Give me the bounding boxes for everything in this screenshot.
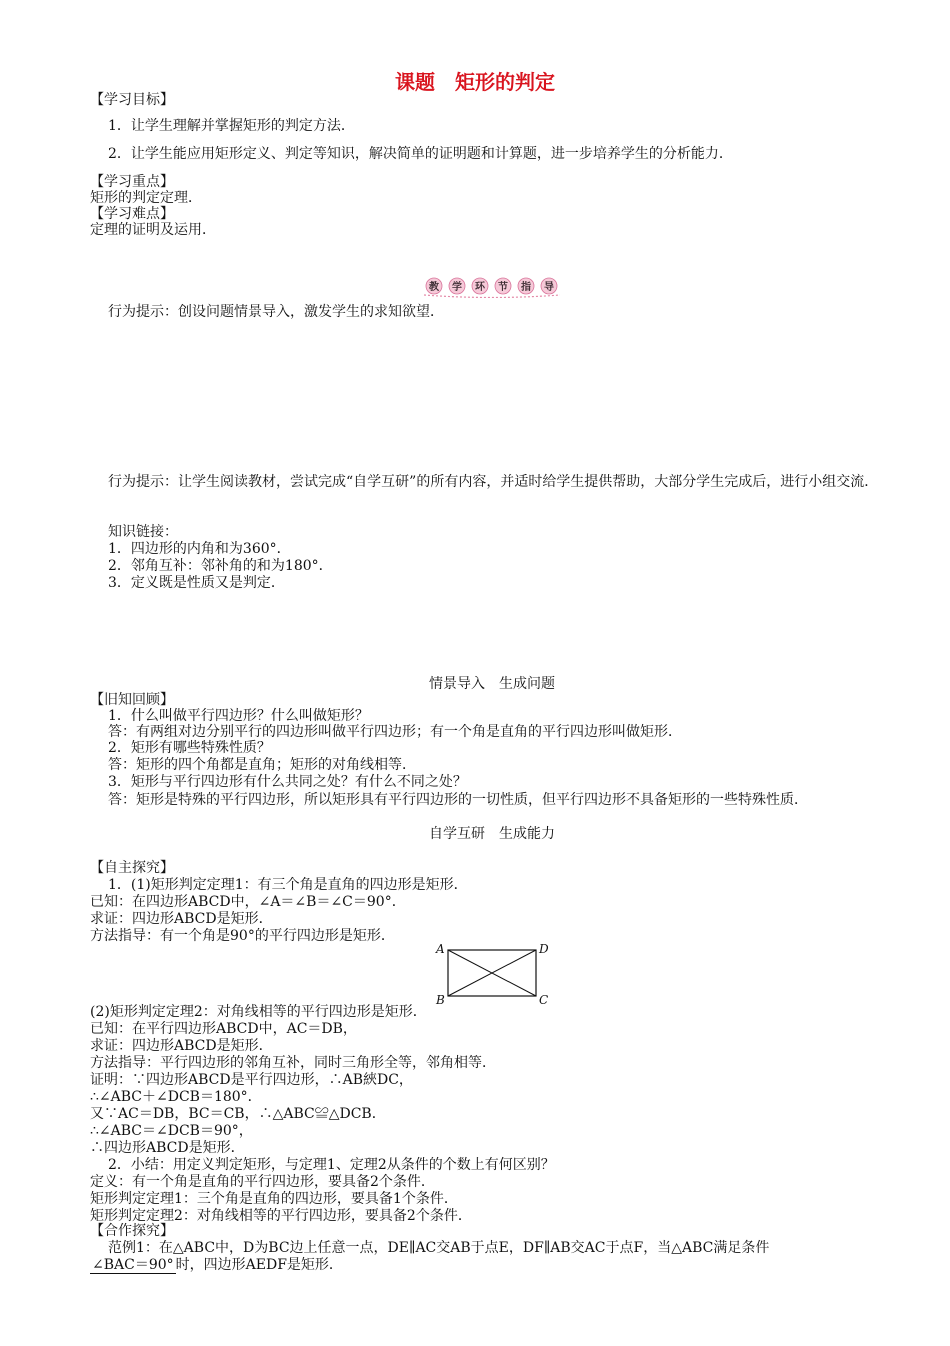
vertex-label: B [436,993,445,1007]
banner-char: 学 [452,282,462,293]
behavior-hint: 行为提示：创设问题情景导入，激发学生的求知欲望． [108,304,444,320]
theorem-line: 已知：在平行四边形ABCD中，AC＝DB， [90,1021,357,1037]
summary-line: 2．小结：用定义判定矩形，与定理1、定理2从条件的个数上有何区别？ [108,1157,555,1173]
links-item: 2．邻角互补：邻补角的和为180°． [108,558,333,574]
objective-item: 2．让学生能应用矩形定义、判定等知识，解决简单的证明题和计算题，进一步培养学生的分析能力． [108,146,733,162]
theorem-line: 求证：四边形ABCD是矩形． [90,1038,273,1054]
review-heading: 【旧知回顾】 [90,692,174,708]
proof-line: 又∵AC＝DB，BC＝CB，∴△ABC≌△DCB． [90,1106,386,1122]
banner-char: 导 [544,282,554,293]
theorem-line: 方法指导：有一个角是90°的平行四边形是矩形． [90,928,395,944]
page-title: 课题 矩形的判定 [395,70,555,94]
proof-line: ∴∠ABC＝∠DCB＝90°， [90,1123,253,1139]
summary-line: 矩形判定定理2：对角线相等的平行四边形，要具备2个条件． [90,1208,472,1224]
links-heading: 知识链接： [108,524,178,540]
explore-heading: 【自主探究】 [90,860,174,876]
theorem-line: (2)矩形判定定理2：对角线相等的平行四边形是矩形． [90,1004,427,1020]
links-item: 3．定义既是性质又是判定． [108,575,285,591]
review-line: 2．矩形有哪些特殊性质？ [108,740,271,756]
theorem-line: 方法指导：平行四边形的邻角互补，同时三角形全等，邻角相等． [90,1055,496,1071]
summary-line: 定义：有一个角是直角的平行四边形，要具备2个条件． [90,1174,435,1190]
banner-badges [426,278,557,294]
review-line: 1．什么叫做平行四边形？什么叫做矩形？ [108,708,369,724]
section-title: 情景导入 生成问题 [429,676,555,692]
proof-line: 证明：∵四边形ABCD是平行四边形，∴AB綊DC， [90,1072,413,1088]
coop-heading: 【合作探究】 [90,1223,174,1239]
difficulty-text: 定理的证明及运用． [90,222,216,238]
example-tail: 时，四边形AEDF是矩形． [175,1257,343,1273]
difficulty-heading: 【学习难点】 [90,206,174,222]
objective-item: 1．让学生理解并掌握矩形的判定方法． [108,118,355,134]
teaching-guide-banner [420,276,564,298]
key-point-heading: 【学习重点】 [90,174,174,190]
review-line: 答：有两组对边分别平行的四边形叫做平行四边形；有一个角是直角的平行四边形叫做矩形． [108,724,682,740]
banner-char: 指 [521,282,531,293]
vertex-label: C [539,993,549,1007]
banner-char: 环 [475,282,485,293]
example-line: 范例1：在△ABC中，D为BC边上任意一点，DE∥AC交AB于点E，DF∥AB交AC于点F，当△ABC满足条件 [108,1240,770,1256]
example-line [90,1257,343,1274]
theorem-line: 1．(1)矩形判定定理1：有三个角是直角的四边形是矩形． [108,877,468,893]
theorem-line: 已知：在四边形ABCD中，∠A＝∠B＝∠C＝90°． [90,894,406,910]
theorem-line: 求证：四边形ABCD是矩形． [90,911,273,927]
review-line: 答：矩形的四个角都是直角；矩形的对角线相等． [108,757,416,773]
behavior-hint: 行为提示：让学生阅读教材，尝试完成“自学互研”的所有内容，并适时给学生提供帮助，大部分学生完成后，进行小组交流． [108,474,879,490]
section-title: 自学互研 生成能力 [429,826,555,842]
vertex-label: A [436,942,445,956]
key-point-text: 矩形的判定定理． [90,190,202,206]
proof-line: ∴四边形ABCD是矩形． [90,1140,245,1156]
summary-line: 矩形判定定理1：三个角是直角的四边形，要具备1个条件． [90,1191,458,1207]
banner-char: 教 [429,282,439,293]
banner-char: 节 [498,282,508,293]
review-answer: 答：矩形是特殊的平行四边形，所以矩形具有平行四边形的一切性质，但平行四边形不具备矩形的一些特殊性质． [108,792,808,808]
answer-blank: ∠BAC＝90° [92,1257,174,1273]
rectangle-diagram [434,938,554,1008]
links-item: 1．四边形的内角和为360°． [108,541,291,557]
vertex-label: D [539,942,549,956]
review-line: 3．矩形与平行四边形有什么共同之处？有什么不同之处？ [108,774,467,790]
objectives-heading: 【学习目标】 [90,92,174,108]
proof-line: ∴∠ABC＋∠DCB＝180°． [90,1089,262,1105]
